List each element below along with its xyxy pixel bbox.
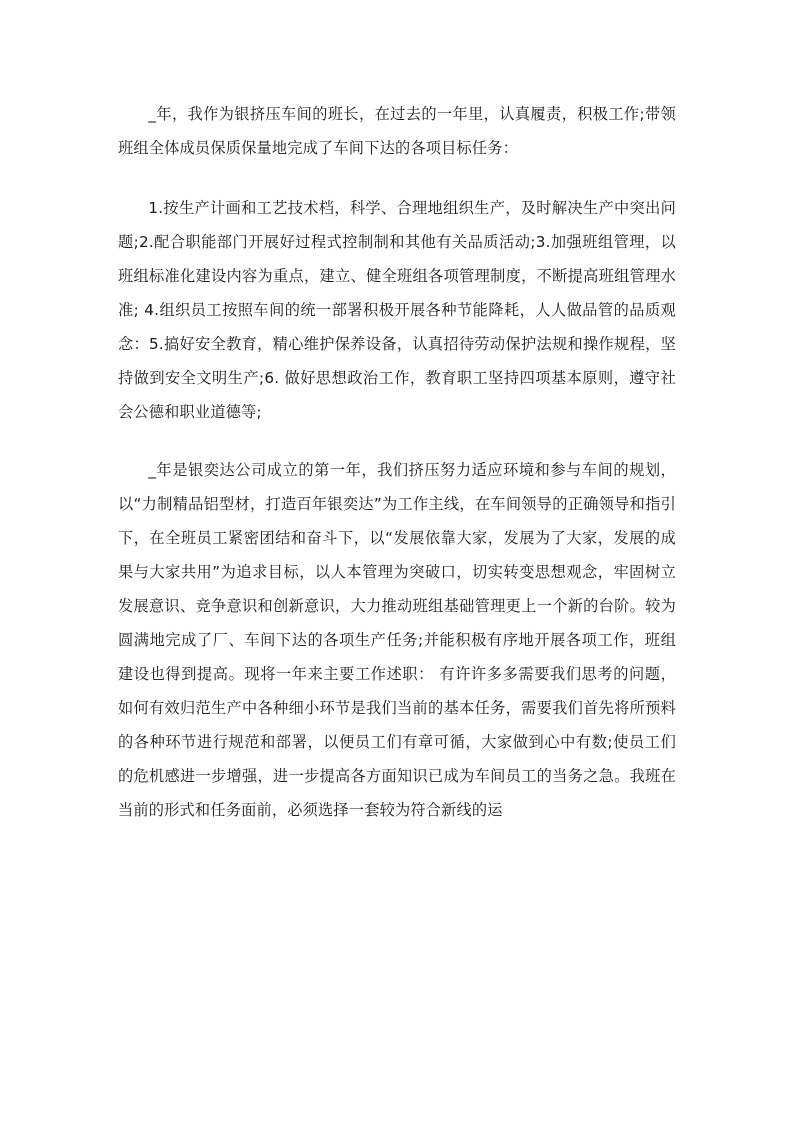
paragraph-intro: _年，我作为银挤压车间的班长，在过去的一年里，认真履责，积极工作;带领班组全体成员保质保量地完成了车间下达的各项目标任务： [118,105,676,157]
paragraph-review: _年是银奕达公司成立的第一年，我们挤压努力适应环境和参与车间的规划，以“力制精品铝型材，打造百年银奕达”为工作主线，在车间领导的正确领导和指引下，在全班员工紧密团结和奋斗下，以“发展依靠大家，发展为了大家，发展的成果与大家共用”为追求目标，以人本管理为突破口，切实转变思想观念，牢固树立发展意识、竞争意识和创新意识，大力推动班组基础管理更上一个新的台阶。较为圆满地完成了厂、车间下达的各项生产任务;并能积极有序地开展各项工作，班组建设也得到提高。现将一年来主要工作述职： 有许许多多需要我们思考的问题，如何有效归范生产中各种细小环节是我们当前的基本任务，需要我们首先将所预料的各种环节进行规范和部署，以便员工们有章可循，大家做到心中有数;使员工们的危机感进一步增强，进一步提高各方面知识已成为车间员工的当务之急。我班在当前的形式和任务面前，必须选择一套较为符合新线的运 [118,461,676,819]
paragraph-duties: 1.按生产计画和工艺技术档，科学、合理地组织生产，及时解决生产中突出问题;2.配合职能部门开展好过程式控制制和其他有关品质活动;3.加强班组管理，以班组标准化建设内容为重点，建立、健全班组各项管理制度，不断提高班组管理水准; 4.组织员工按照车间的统一部署积极开展各种节能降耗，人人做品管的品质观念：5.搞好安全教育，精心维护保养设备，认真招待劳动保护法规和操作规程，坚持做到安全文明生产;6. 做好思想政治工作，教育职工坚持四项基本原则，遵守社会公德和职业道德等; [118,199,676,421]
document-body [118,97,676,827]
